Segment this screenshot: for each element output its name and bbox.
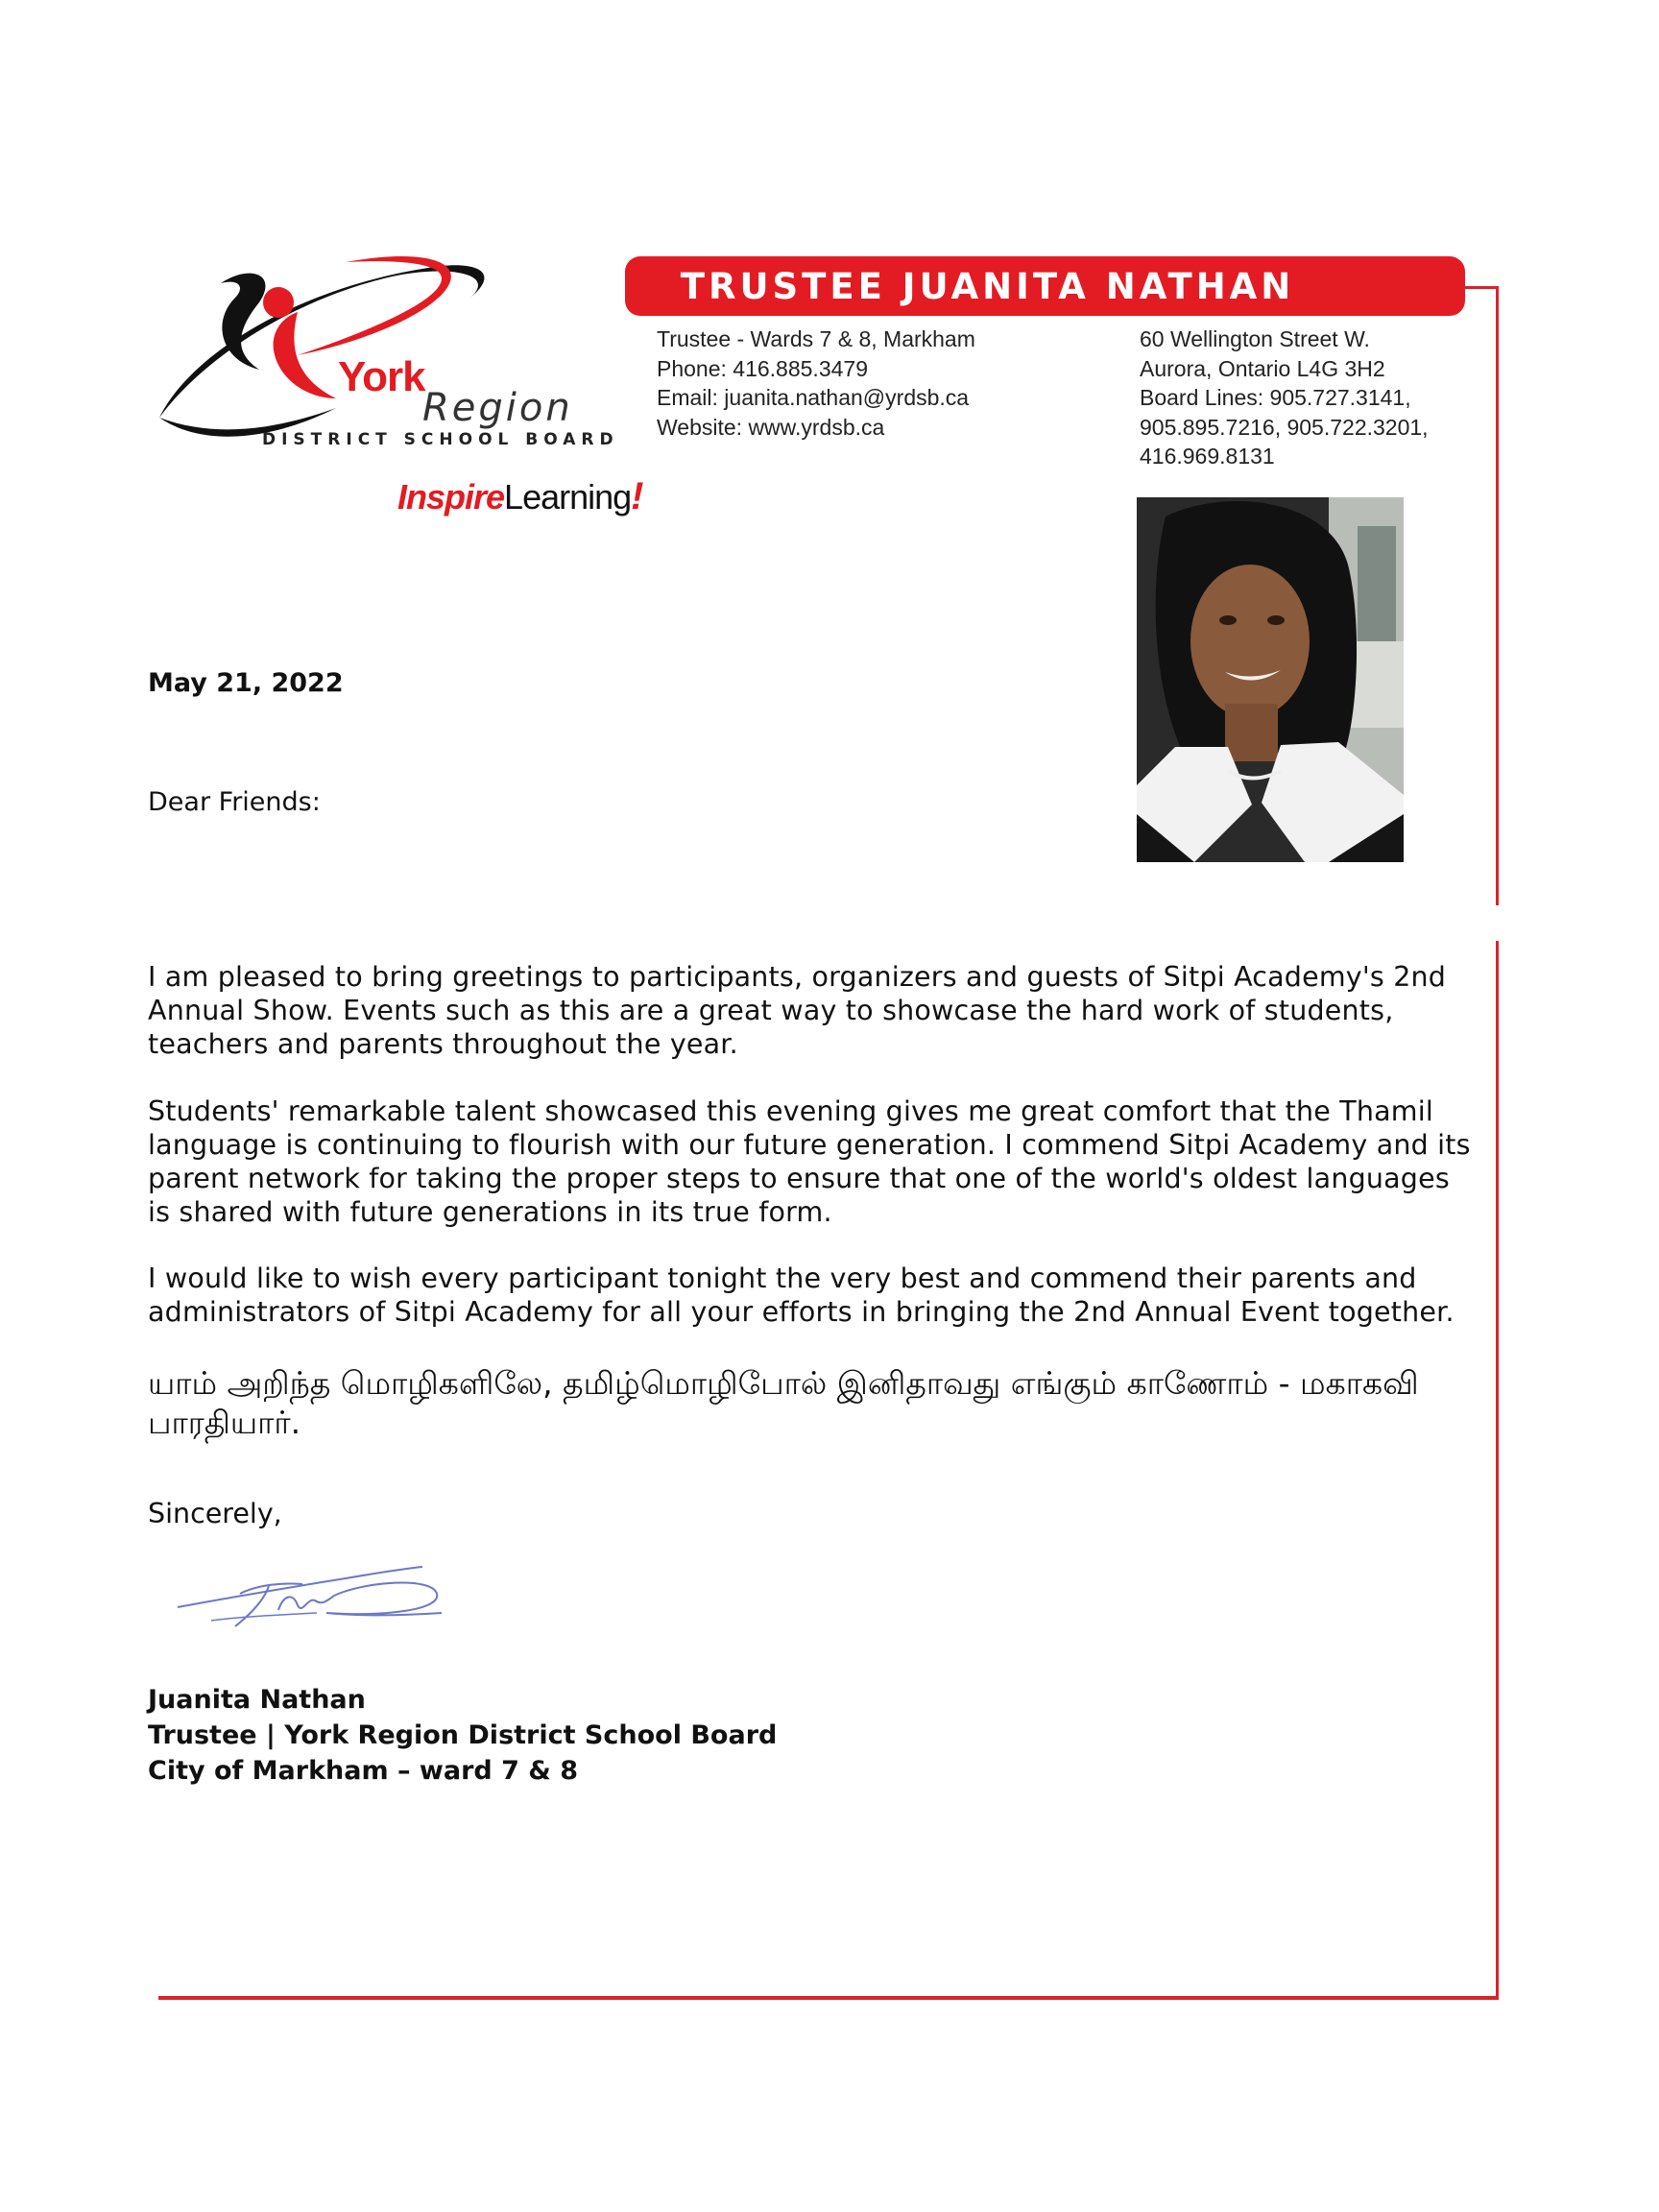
frame-line-top <box>1464 286 1499 289</box>
tagline-inspire: Inspire <box>397 477 505 517</box>
tagline-learning: Learning <box>504 477 632 517</box>
header-title: TRUSTEE JUANITA NATHAN <box>680 265 1295 307</box>
contact-email: Email: juanita.nathan@yrdsb.ca <box>657 385 970 410</box>
letter-paragraph-2: Students' remarkable talent showcased this evening gives me great comfort that the Thamil language is continuing to flourish with our future generation. I commend Sitpi Academy and its parent network for taking the proper steps to ensure that one of the world's oldest languages is shared with future generations in its true form. <box>148 1095 1471 1228</box>
frame-line-bottom <box>158 1996 1499 2000</box>
contact-phone: Phone: 416.885.3479 <box>657 355 868 381</box>
logo-region-text: Region <box>422 386 573 430</box>
contact-wards: Trustee - Wards 7 & 8, Markham <box>657 326 975 351</box>
contact-website: Website: www.yrdsb.ca <box>657 414 885 440</box>
board-lines-2: 905.895.7216, 905.722.3201, <box>1140 414 1429 440</box>
contact-block-left <box>657 325 1089 442</box>
logo-york-text: York <box>338 353 425 400</box>
contact-block-right <box>1140 325 1466 471</box>
address-city: Aurora, Ontario L4G 3H2 <box>1140 355 1385 381</box>
frame-line-right-lower <box>1496 941 1499 1999</box>
letter-closing: Sincerely, <box>148 1498 282 1529</box>
letter-paragraph-1: I am pleased to bring greetings to participants, organizers and guests of Sitpi Academy's 2nd Annual Show. Events such as this are a great way to showcase the hard work of students, teachers and parents throughout the year. <box>148 961 1447 1060</box>
frame-line-right-upper <box>1496 286 1499 905</box>
header-banner <box>625 256 1465 316</box>
logo-board-text: DISTRICT SCHOOL BOARD <box>262 430 619 449</box>
handwritten-signature-icon <box>173 1557 451 1634</box>
board-lines-1: Board Lines: 905.727.3141, <box>1140 385 1411 410</box>
address-street: 60 Wellington Street W. <box>1140 326 1370 351</box>
signer-title: Trustee | York Region District School Board <box>148 1720 778 1750</box>
logo-tagline <box>397 475 643 518</box>
letter-salutation: Dear Friends: <box>148 787 321 817</box>
signer-city: City of Markham – ward 7 & 8 <box>148 1756 579 1786</box>
trustee-portrait-photo <box>1137 497 1404 862</box>
board-lines-3: 416.969.8131 <box>1140 444 1275 469</box>
tagline-bang: ! <box>631 475 643 517</box>
letter-date: May 21, 2022 <box>148 668 344 698</box>
letter-paragraph-3: I would like to wish every participant tonight the very best and commend their parents and administrators of Sitpi Academy for all your efforts in bringing the 2nd Annual Event together. <box>148 1262 1455 1328</box>
signer-name: Juanita Nathan <box>148 1685 366 1715</box>
tamil-quote: யாம் அறிந்த மொழிகளிலே, தமிழ்மொழிபோல் இனிதாவது எங்கும் காணோம் - மகாகவி பாரதியார். <box>148 1364 1419 1441</box>
